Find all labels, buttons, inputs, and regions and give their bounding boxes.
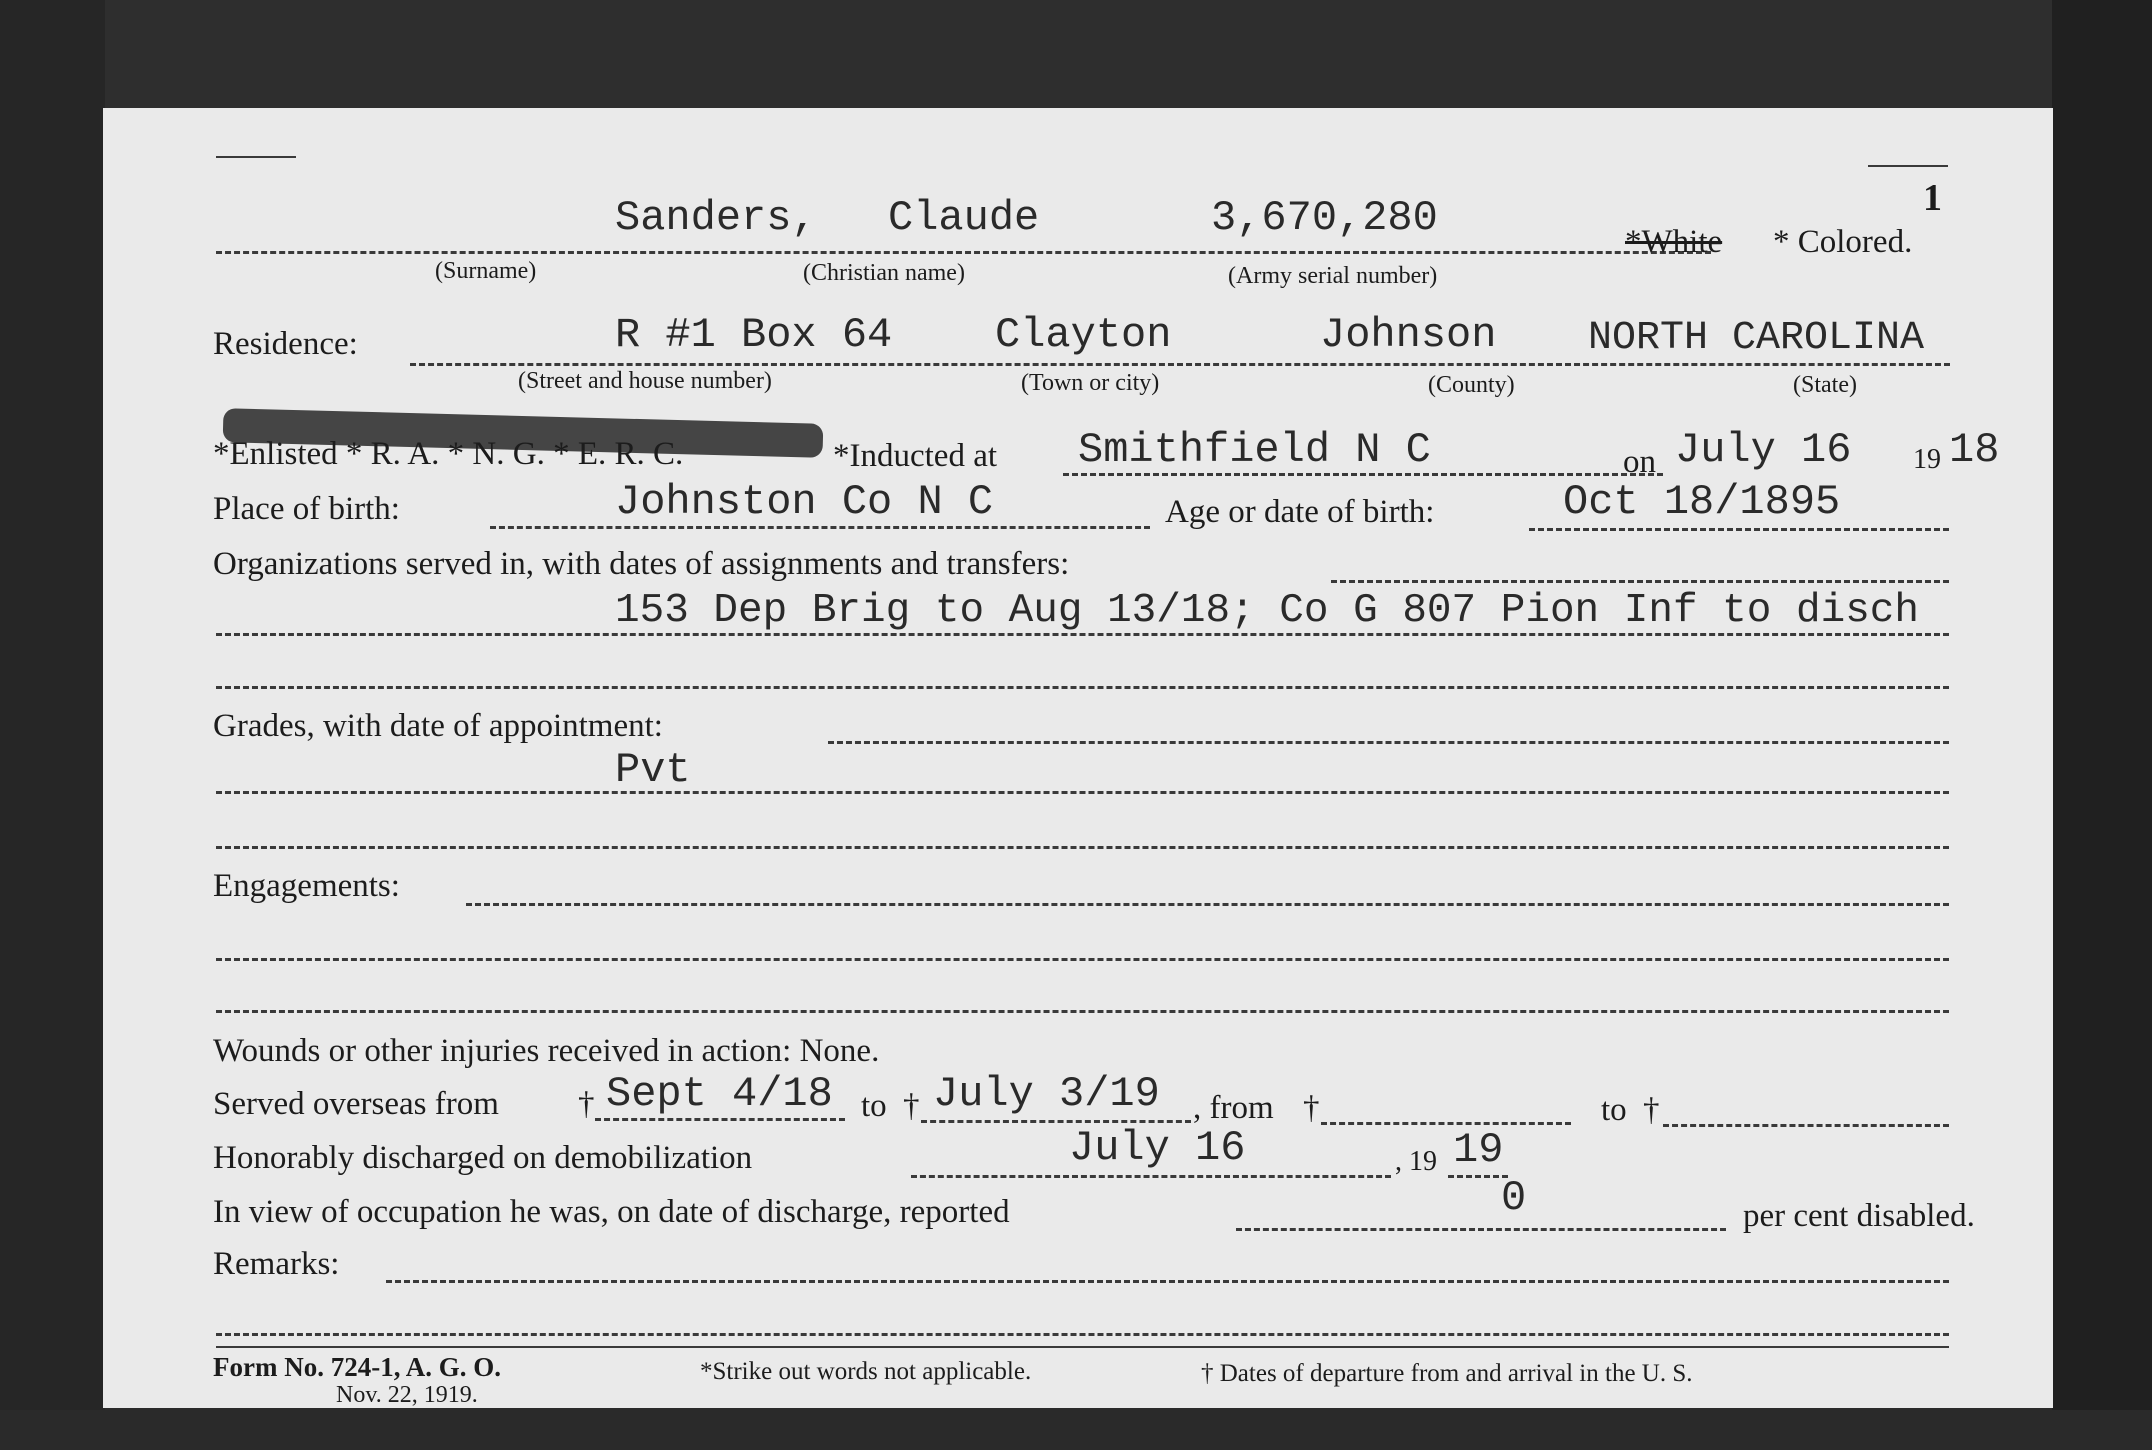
overseas-to2-label: to <box>1601 1092 1627 1128</box>
grades-line-2 <box>216 791 1949 794</box>
footnote-strike: *Strike out words not applicable. <box>700 1358 1032 1385</box>
inducted-place-line <box>1063 473 1663 476</box>
name-line <box>216 251 1711 254</box>
disabled-label: per cent disabled. <box>1743 1198 1975 1234</box>
occupation-label: In view of occupation he was, on date of discharge, reported <box>213 1194 1010 1230</box>
overseas-from-value: Sept 4/18 <box>606 1070 833 1118</box>
inducted-year-suffix: 18 <box>1949 426 2000 474</box>
christian-name-value: Claude <box>888 194 1040 242</box>
white-option: *White <box>1625 224 1723 260</box>
engagements-line-1 <box>466 903 1949 906</box>
overseas-label: Served overseas from <box>213 1086 499 1122</box>
disabled-line <box>1236 1228 1726 1231</box>
page-number: 1 <box>1923 177 1942 219</box>
residence-line <box>410 363 1950 366</box>
grades-label: Grades, with date of appointment: <box>213 708 663 744</box>
top-right-rule <box>1868 165 1948 167</box>
overseas-to-value: July 3/19 <box>933 1070 1160 1118</box>
scan-border-bottom <box>0 1410 2152 1450</box>
discharge-year-suffix: 19 <box>1453 1126 1504 1174</box>
remarks-line-1 <box>386 1280 1949 1283</box>
form-number: Form No. 724-1, A. G. O. <box>213 1352 501 1382</box>
grades-line-1 <box>828 741 1949 744</box>
footer-rule <box>216 1346 1949 1348</box>
birth-date-line <box>1529 528 1949 531</box>
overseas-to-line <box>921 1120 1191 1123</box>
top-left-rule <box>216 156 296 158</box>
overseas-from-dagger: † <box>578 1086 595 1122</box>
form-date: Nov. 22, 1919. <box>336 1382 478 1408</box>
serial-number-value: 3,670,280 <box>1211 194 1438 242</box>
inducted-place-value: Smithfield N C <box>1078 426 1431 474</box>
wounds-text: Wounds or other injuries received in action: None. <box>213 1033 880 1069</box>
overseas-to-label: to <box>861 1088 887 1124</box>
birth-place-line <box>490 526 1150 529</box>
residence-label: Residence: <box>213 326 358 362</box>
discharge-date-line <box>911 1175 1391 1178</box>
discharge-label: Honorably discharged on demobilization <box>213 1140 753 1176</box>
overseas-from-line <box>595 1118 845 1121</box>
service-record-card <box>103 108 2053 1408</box>
organizations-value: 153 Dep Brig to Aug 13/18; Co G 807 Pion Inf to disch <box>615 588 1920 634</box>
scan-border-top <box>0 0 2152 108</box>
scan-border-left <box>0 0 105 1450</box>
discharge-date-value: July 16 <box>1069 1124 1246 1172</box>
surname-caption: (Surname) <box>435 258 537 284</box>
grades-line-3 <box>216 846 1949 849</box>
engagements-label: Engagements: <box>213 868 400 904</box>
disabled-value: 0 <box>1501 1174 1527 1222</box>
organizations-line-1 <box>1331 580 1949 583</box>
age-label: Age or date of birth: <box>1165 494 1435 530</box>
footnote-dates: † Dates of departure from and arrival in the U. S. <box>1201 1360 1693 1387</box>
engagements-line-3 <box>216 1010 1949 1013</box>
inducted-year-prefix: 19 <box>1913 444 1941 475</box>
colored-option: * Colored. <box>1773 224 1913 260</box>
scan-border-right <box>2052 0 2152 1450</box>
engagements-line-2 <box>216 958 1949 961</box>
overseas-to2-line <box>1663 1124 1949 1127</box>
state-caption: (State) <box>1793 372 1857 398</box>
overseas-from2-line <box>1321 1122 1571 1125</box>
birth-place-label: Place of birth: <box>213 491 400 527</box>
state-value: NORTH CAROLINA <box>1588 316 1925 361</box>
street-caption: (Street and house number) <box>518 368 772 394</box>
overseas-to2-dagger: † <box>1643 1092 1660 1128</box>
remarks-line-2 <box>216 1333 1949 1336</box>
organizations-line-3 <box>216 686 1949 689</box>
birth-place-value: Johnston Co N C <box>615 478 994 526</box>
town-caption: (Town or city) <box>1021 370 1160 396</box>
enlisted-options: *Enlisted * R. A. * N. G. * E. R. C. <box>213 436 684 472</box>
overseas-from2-label: , from <box>1193 1090 1274 1126</box>
street-value: R #1 Box 64 <box>615 311 893 359</box>
remarks-label: Remarks: <box>213 1246 340 1282</box>
birth-date-value: Oct 18/1895 <box>1563 478 1841 526</box>
overseas-from2-dagger: † <box>1303 1090 1320 1126</box>
inducted-label: *Inducted at <box>833 438 998 474</box>
discharge-year-line <box>1448 1175 1508 1178</box>
organizations-label: Organizations served in, with dates of assignments and transfers: <box>213 546 1070 582</box>
discharge-year-prefix: , 19 <box>1395 1146 1437 1177</box>
town-value: Clayton <box>995 311 1172 359</box>
organizations-line-2 <box>216 633 1949 636</box>
christian-name-caption: (Christian name) <box>803 260 965 286</box>
on-label: on <box>1623 444 1656 480</box>
inducted-date-value: July 16 <box>1675 426 1852 474</box>
county-value: Johnson <box>1320 311 1497 359</box>
grade-value: Pvt <box>615 746 691 794</box>
serial-caption: (Army serial number) <box>1228 263 1438 289</box>
overseas-to-dagger: † <box>903 1088 920 1124</box>
surname-value: Sanders, <box>615 194 817 242</box>
county-caption: (County) <box>1428 372 1515 398</box>
